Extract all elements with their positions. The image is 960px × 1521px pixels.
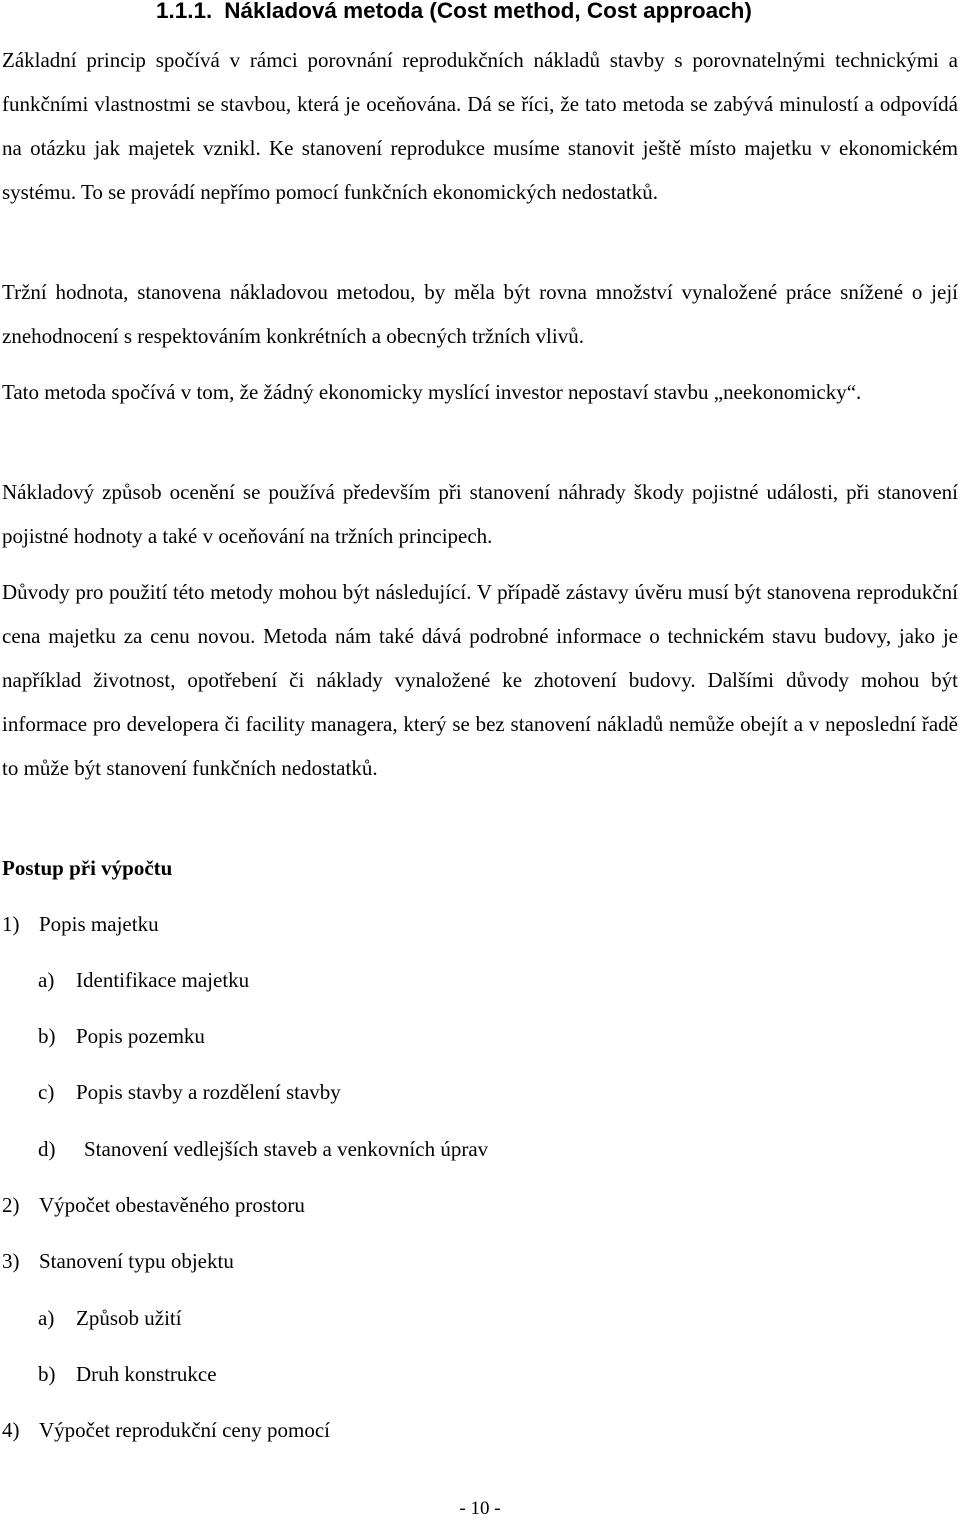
list-item: b) Druh konstrukce	[38, 1362, 217, 1386]
list-item: a) Způsob užití	[38, 1306, 182, 1330]
list-item: b) Popis pozemku	[38, 1024, 205, 1048]
paragraph-reasons: Důvody pro použití této metody mohou být následující. V případě zástavy úvěru musí být stanovena reprodukční cena majetku za cenu novou. Metoda nám také dává podrobné informace o technickém stavu budovy, jako je například životnost, opotřebení či náklady vynaložené ke zhotovení budovy. Dalšími důvody mohou být informace pro developera či facility managera, který se bez stanovení nákladů nemůže obejít a v neposlední řadě to může být stanovení funkčních nedostatků.	[2, 580, 958, 780]
procedure-title: Postup při výpočtu	[2, 856, 173, 880]
list-item: d) Stanovení vedlejších staveb a venkovních úprav	[38, 1137, 489, 1161]
page-number: - 10 -	[459, 1498, 501, 1519]
list-item: c) Popis stavby a rozdělení stavby	[38, 1080, 341, 1104]
paragraph-market-value: Tržní hodnota, stanovena nákladovou metodou, by měla být rovna množství vynaložené práce snížené o její znehodnocení s respektováním konkrétních a obecných tržních vlivů.	[2, 280, 958, 348]
list-item: 2) Výpočet obestavěného prostoru	[2, 1193, 305, 1217]
list-item: 4) Výpočet reprodukční ceny pomocí	[2, 1418, 330, 1442]
list-item: 3) Stanovení typu objektu	[2, 1249, 234, 1273]
section-title: Nákladová metoda (Cost method, Cost approach)	[224, 0, 752, 23]
section-heading	[156, 0, 752, 24]
list-item: a) Identifikace majetku	[38, 968, 250, 992]
list-item: 1) Popis majetku	[2, 912, 159, 936]
paragraph-usage: Nákladový způsob ocenění se používá především při stanovení náhrady škody pojistné události, při stanovení pojistné hodnoty a také v oceňování na tržních principech.	[2, 480, 958, 548]
paragraph-principle: Základní princip spočívá v rámci porovnání reprodukčních nákladů stavby s porovnatelnými technickými a funkčními vlastnostmi se stavbou, která je oceňována. Dá se říci, že tato metoda se zabývá minulostí a odpovídá na otázku jak majetek vznikl. Ke stanovení reprodukce musíme stanovit ještě místo majetku v ekonomickém systému. To se provádí nepřímo pomocí funkčních ekonomických nedostatků.	[2, 48, 958, 204]
paragraph-investor: Tato metoda spočívá v tom, že žádný ekonomicky myslící investor nepostaví stavbu „neekonomicky“.	[2, 380, 862, 404]
section-number: 1.1.1.	[156, 0, 213, 23]
